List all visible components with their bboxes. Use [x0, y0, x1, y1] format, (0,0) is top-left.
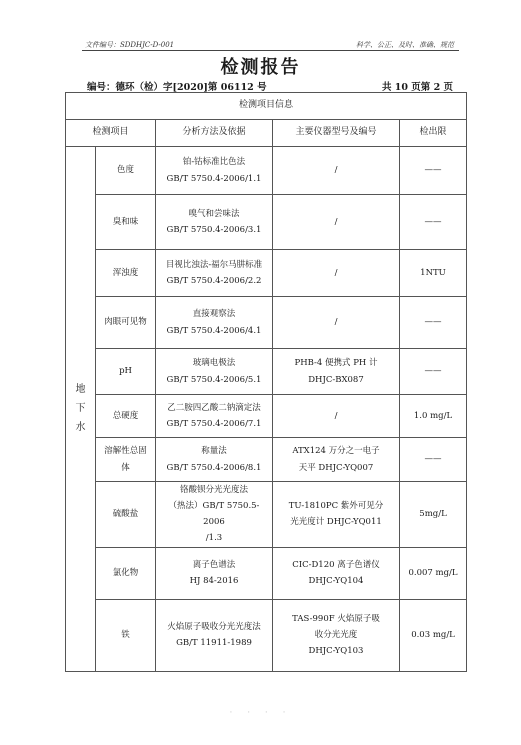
region-cell: 地 下 水 — [66, 147, 96, 672]
table-row — [66, 349, 467, 395]
instrument-cell: / — [273, 147, 400, 195]
item-cell: 臭和味 — [96, 195, 156, 250]
motto: 科学、公正、及时、准确、规范 — [356, 41, 454, 49]
section-title: 检测项目信息 — [66, 93, 467, 120]
header-rule — [82, 50, 459, 51]
limit-cell: 0.007 mg/L — [400, 547, 467, 599]
limit-cell: 1.0 mg/L — [400, 395, 467, 438]
table-row — [66, 438, 467, 482]
instrument-cell: ATX124 万分之一电子 天平 DHJC-YQ007 — [273, 438, 400, 482]
instrument-cell: CIC-D120 离子色谱仪 DHJC-YQ104 — [273, 547, 400, 599]
footer-decoration: · · · · — [229, 708, 292, 718]
limit-cell: —— — [400, 438, 467, 482]
page-count: 共 10 页第 2 页 — [381, 82, 453, 93]
column-header: 检出限 — [400, 120, 467, 147]
instrument-cell: / — [273, 395, 400, 438]
table-row — [66, 195, 467, 250]
method-cell: 火焰原子吸收分光光度法 GB/T 11911-1989 — [156, 599, 273, 671]
method-cell: 乙二胺四乙酸二钠滴定法 GB/T 5750.4-2006/7.1 — [156, 395, 273, 438]
item-cell: 浑浊度 — [96, 250, 156, 297]
column-header: 检测项目 — [66, 120, 156, 147]
item-cell: 铁 — [96, 599, 156, 671]
table-row — [66, 297, 467, 349]
page-title: 检测报告 — [220, 57, 301, 78]
table-row — [66, 147, 467, 195]
limit-cell: 5mg/L — [400, 482, 467, 548]
item-cell: 色度 — [96, 147, 156, 195]
table-row — [66, 395, 467, 438]
method-cell: 直接观察法 GB/T 5750.4-2006/4.1 — [156, 297, 273, 349]
item-cell: 肉眼可见物 — [96, 297, 156, 349]
method-cell: 铬酸钡分光光度法 （热法）GB/T 5750.5-2006 /1.3 — [156, 482, 273, 548]
instrument-cell: / — [273, 250, 400, 297]
instrument-cell: TU-1810PC 紫外可见分 光光度计 DHJC-YQ011 — [273, 482, 400, 548]
item-cell: pH — [96, 349, 156, 395]
instrument-cell: PHB-4 便携式 PH 计 DHJC-BX087 — [273, 349, 400, 395]
table-row — [66, 250, 467, 297]
limit-cell: —— — [400, 297, 467, 349]
item-cell: 溶解性总固 体 — [96, 438, 156, 482]
report-number: 编号：德环（检）字[2020]第 06112 号 — [87, 82, 267, 93]
test-items-table — [65, 92, 466, 672]
item-cell: 氯化物 — [96, 547, 156, 599]
file-number: 文件编号：SDDHJC-D-001 — [85, 41, 175, 49]
item-cell: 硫酸盐 — [96, 482, 156, 548]
limit-cell: 1NTU — [400, 250, 467, 297]
limit-cell: —— — [400, 195, 467, 250]
method-cell: 嗅气和尝味法 GB/T 5750.4-2006/3.1 — [156, 195, 273, 250]
column-header: 主要仪器型号及编号 — [273, 120, 400, 147]
table-row — [66, 599, 467, 671]
instrument-cell: TAS-990F 火焰原子吸 收分光光度 DHJC-YQ103 — [273, 599, 400, 671]
method-cell: 离子色谱法 HJ 84-2016 — [156, 547, 273, 599]
table-row — [66, 547, 467, 599]
method-cell: 目视比浊法-福尔马肼标准 GB/T 5750.4-2006/2.2 — [156, 250, 273, 297]
method-cell: 称量法 GB/T 5750.4-2006/8.1 — [156, 438, 273, 482]
limit-cell: —— — [400, 147, 467, 195]
method-cell: 玻璃电极法 GB/T 5750.4-2006/5.1 — [156, 349, 273, 395]
method-cell: 铂-钴标准比色法 GB/T 5750.4-2006/1.1 — [156, 147, 273, 195]
instrument-cell: / — [273, 195, 400, 250]
table-row — [66, 482, 467, 548]
column-header: 分析方法及依据 — [156, 120, 273, 147]
limit-cell: —— — [400, 349, 467, 395]
item-cell: 总硬度 — [96, 395, 156, 438]
instrument-cell: / — [273, 297, 400, 349]
limit-cell: 0.03 mg/L — [400, 599, 467, 671]
